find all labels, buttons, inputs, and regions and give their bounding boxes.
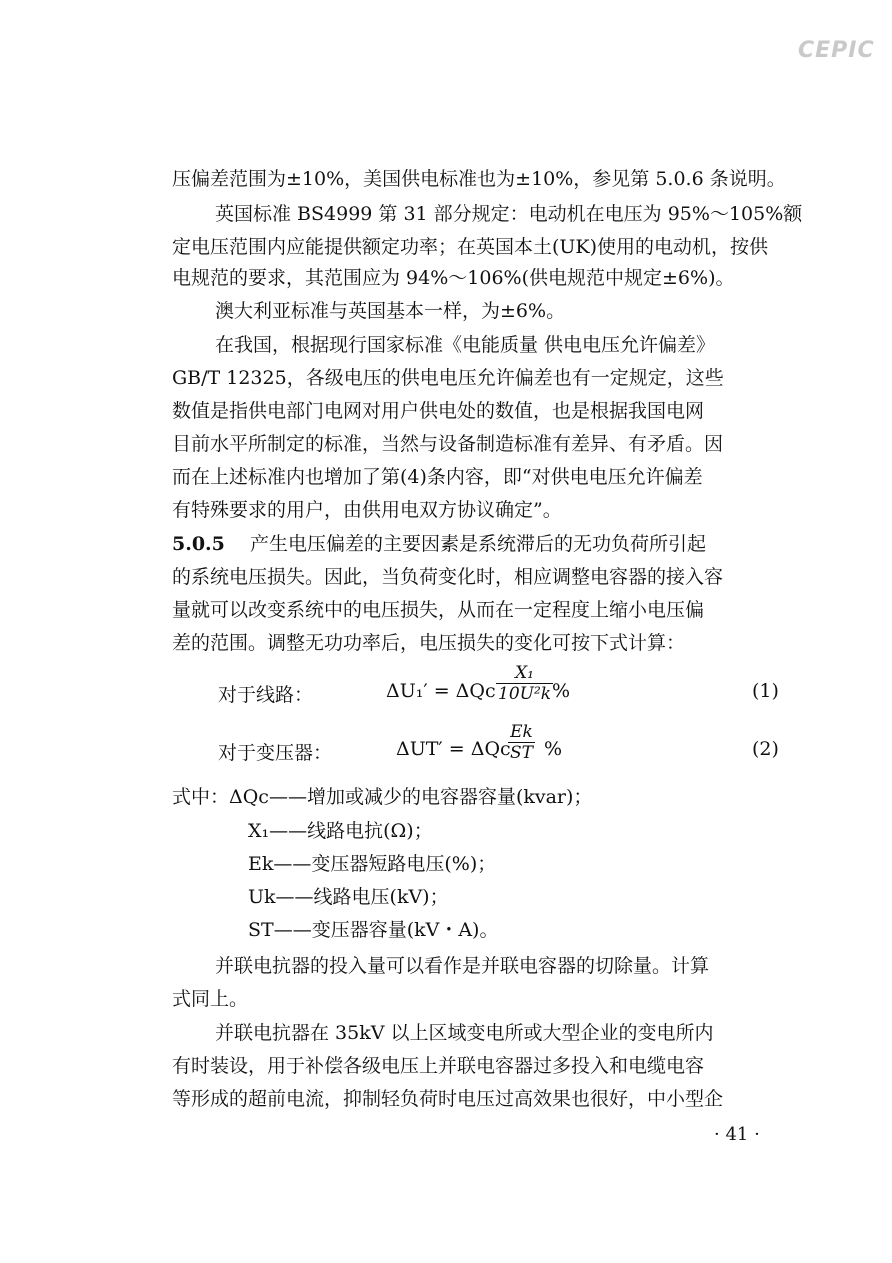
text-line: 有特殊要求的用户，由供用电双方协议确定”。 — [172, 499, 562, 521]
equation-1-label: 对于线路： — [218, 684, 314, 706]
text-line: 目前水平所制定的标准，当然与设备制造标准有差异、有矛盾。因 — [172, 433, 724, 455]
page-number: · 41 · — [714, 1124, 760, 1145]
where-line: Uk——线路电压(kV)； — [248, 886, 449, 908]
text-line: 英国标准 BS4999 第 31 部分规定：电动机在电压为 95%～105%额 — [215, 203, 803, 225]
where-line: ST——变压器容量(kV・A)。 — [248, 919, 499, 941]
equation-2-numerator: Ek — [510, 722, 533, 742]
where-line: X₁——线路电抗(Ω)； — [248, 820, 433, 842]
text-line: 压偏差范围为±10%，美国供电标准也为±10%，参见第 5.0.6 条说明。 — [172, 168, 786, 190]
clause-line: 产生电压偏差的主要因素是系统滞后的无功负荷所引起 — [250, 533, 707, 555]
text-line: 并联电抗器的投入量可以看作是并联电容器的切除量。计算 — [215, 955, 710, 977]
equation-2-label: 对于变压器： — [218, 742, 333, 764]
text-line: GB/T 12325，各级电压的供电电压允许偏差也有一定规定，这些 — [172, 367, 724, 389]
publisher-logo: CEPIC — [798, 38, 875, 63]
clause-line: 差的范围。调整无功功率后，电压损失的变化可按下式计算： — [172, 632, 686, 654]
equation-1-unit: % — [552, 680, 571, 702]
text-line: 式同上。 — [172, 988, 249, 1010]
equation-1-lhs: ΔU₁′ = ΔQc — [386, 680, 496, 702]
equation-1-denominator: 10U²k — [498, 684, 552, 704]
equation-1-numerator: X₁ — [515, 663, 534, 683]
equation-1-fraction — [496, 663, 553, 704]
text-line: 电规范的要求，其范围应为 94%～106%(供电规范中规定±6%)。 — [172, 267, 735, 289]
clause-line: 的系统电压损失。因此，当负荷变化时，相应调整电容器的接入容 — [172, 566, 724, 588]
equation-2-number: (2) — [752, 738, 779, 760]
text-line: 在我国，根据现行国家标准《电能质量 供电电压允许偏差》 — [215, 334, 716, 356]
equation-2-unit: % — [544, 738, 563, 760]
text-line: 等形成的超前电流，抑制轻负荷时电压过高效果也很好，中小型企 — [172, 1088, 724, 1110]
text-line: 并联电抗器在 35kV 以上区域变电所或大型企业的变电所内 — [215, 1022, 714, 1044]
equation-1-number: (1) — [752, 680, 779, 702]
where-line: Ek——变压器短路电压(%)； — [248, 853, 497, 875]
text-line: 有时装设，用于补偿各级电压上并联电容器过多投入和电缆电容 — [172, 1055, 705, 1077]
text-line: 定电压范围内应能提供额定功率；在英国本土(UK)使用的电动机，按供 — [172, 236, 769, 258]
text-line: 澳大利亚标准与英国基本一样，为±6%。 — [215, 300, 566, 322]
where-line: 式中：ΔQc——增加或减少的电容器容量(kvar)； — [172, 786, 593, 808]
equation-2-fraction — [508, 722, 535, 763]
text-line: 数值是指供电部门电网对用户供电处的数值，也是根据我国电网 — [172, 400, 705, 422]
clause-number: 5.0.5 — [172, 533, 225, 555]
equation-2-lhs: ΔUT′ = ΔQc — [396, 738, 511, 760]
text-line: 而在上述标准内也增加了第(4)条内容，即“对供电电压允许偏差 — [172, 466, 703, 488]
equation-2-denominator: ST — [510, 743, 533, 763]
clause-line: 量就可以改变系统中的电压损失，从而在一定程度上缩小电压偏 — [172, 599, 705, 621]
